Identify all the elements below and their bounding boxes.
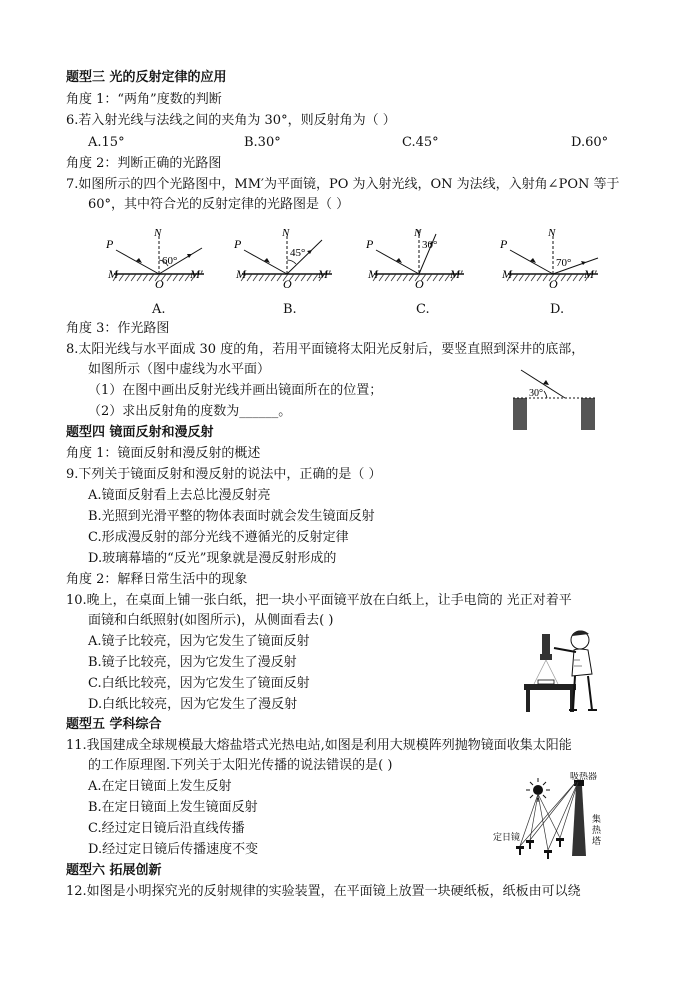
incidence-angle-label: 30° (529, 388, 543, 399)
question-8-sub-2: （2）求出反射角的度数为______。 (88, 404, 292, 419)
point-o-label: O (155, 277, 164, 291)
q7-figure-d (498, 226, 608, 296)
q9-option-d: D.玻璃幕墙的“反光”现象就是漫反射形成的 (88, 551, 337, 566)
absorber-label: 吸热器 (570, 772, 598, 781)
question-11-line-2: 的工作原理图.下列关于太阳光传播的说法错误的是( ) (88, 758, 393, 773)
angle-2-heading: 角度 2：判断正确的光路图 (66, 156, 222, 171)
q10-flashlight-figure (520, 626, 610, 714)
section-5-title: 题型五 学科综合 (66, 717, 162, 732)
q7-option-b: B. (283, 302, 297, 317)
q9-option-c: C.形成漫反射的部分光线不遵循光的反射定律 (88, 530, 349, 545)
q6-option-d: D.60° (571, 135, 609, 150)
section-4-title: 题型四 镜面反射和漫反射 (66, 425, 214, 440)
q7-option-c: C. (416, 302, 430, 317)
s4-angle-1-heading: 角度 1：镜面反射和漫反射的概述 (66, 446, 261, 461)
point-m-label: M (236, 267, 246, 281)
q11-option-b: B.在定日镜面上发生镜面反射 (88, 800, 258, 815)
tower-label-1: 集 (592, 814, 602, 824)
question-11-line-1: 11.我国建成全球规模最大熔盐塔式光热电站,如图是利用大规模阵列抛物镜面收集太阳能 (66, 738, 572, 753)
tower-label-3: 塔 (592, 836, 602, 846)
angle-1-heading: 角度 1：“两角”度数的判断 (66, 92, 222, 107)
q11-option-c: C.经过定日镜后沿直线传播 (88, 821, 245, 836)
question-10-line-1: 10.晚上，在桌面上铺一张白纸，把一块小平面镜平放在白纸上，让手电筒的 光正对着平 (66, 593, 572, 608)
q10-option-a: A.镜子比较亮，因为它发生了镜面反射 (88, 634, 310, 649)
q11-option-a: A.在定日镜面上发生反射 (88, 779, 232, 794)
point-m-label: M (368, 267, 378, 281)
point-m-prime-label: M′ (190, 267, 203, 281)
point-m-label: M (502, 267, 512, 281)
angle-label: 30° (422, 239, 438, 251)
q6-option-c: C.45° (402, 135, 439, 150)
q11-option-d: D.经过定日镜后传播速度不变 (88, 842, 259, 857)
s4-angle-2-heading: 角度 2：解释日常生活中的现象 (66, 572, 248, 587)
q7-option-a: A. (152, 302, 166, 317)
point-n-label: N (282, 227, 290, 239)
point-p-label: P (366, 237, 374, 251)
q7-option-d: D. (550, 302, 565, 317)
point-m-label: M (108, 267, 118, 281)
point-n-label: N (548, 227, 556, 239)
q6-option-b: B.30° (244, 135, 281, 150)
point-m-prime-label: M′ (584, 267, 597, 281)
question-7-line-1: 7.如图所示的四个光路图中，MM′为平面镜，PO 为入射光线，ON 为法线，入射角∠PON 等于 (66, 177, 620, 192)
angle-label: 45° (290, 247, 306, 259)
q9-option-b: B.光照到光滑平整的物体表面时就会发生镜面反射 (88, 509, 375, 524)
point-o-label: O (549, 277, 558, 291)
point-m-prime-label: M′ (318, 267, 331, 281)
question-7-line-2: 60°，其中符合光的反射定律的光路图是（ ） (88, 197, 350, 212)
question-8-sub-1: （1）在图中画出反射光线并画出镜面所在的位置； (88, 383, 383, 398)
angle-3-heading: 角度 3：作光路图 (66, 321, 170, 336)
point-o-label: O (415, 277, 424, 291)
point-p-label: P (106, 237, 114, 251)
point-p-label: P (234, 237, 242, 251)
q10-option-b: B.镜子比较亮，因为它发生了漫反射 (88, 655, 297, 670)
section-6-title: 题型六 拓展创新 (66, 863, 162, 878)
q7-figure-c (364, 226, 474, 296)
point-n-label: N (414, 227, 422, 239)
section-3-title: 题型三 光的反射定律的应用 (66, 70, 227, 85)
question-10-line-2: 面镜和白纸照射(如图所示)，从侧面看去( ) (88, 613, 334, 628)
q7-figure-b (232, 226, 342, 296)
q7-figure-a (104, 226, 214, 296)
point-m-prime-label: M′ (450, 267, 463, 281)
question-8-line-2: 如图所示（图中虚线为水平面） (88, 362, 271, 377)
point-o-label: O (283, 277, 292, 291)
angle-label: 60° (162, 255, 178, 267)
question-12: 12.如图是小明探究光的反射规律的实验装置，在平面镜上放置一块硬纸板，纸板由可以绕 (66, 884, 581, 899)
q9-option-a: A.镜面反射看上去总比漫反射亮 (88, 488, 271, 503)
q10-option-d: D.白纸比较亮，因为它发生了漫反射 (88, 697, 298, 712)
q10-option-c: C.白纸比较亮，因为它发生了镜面反射 (88, 676, 310, 691)
q8-well-figure (505, 362, 609, 432)
q11-solar-tower-figure (492, 772, 610, 864)
q6-option-a: A.15° (88, 135, 125, 150)
question-8-line-1: 8.太阳光线与水平面成 30 度的角，若用平面镜将太阳光反射后，要竖直照到深井的底部， (66, 342, 585, 357)
heliostat-label: 定日镜 (493, 832, 521, 842)
angle-label: 70° (556, 257, 572, 269)
point-n-label: N (154, 227, 162, 239)
point-p-label: P (500, 237, 508, 251)
question-9: 9.下列关于镜面反射和漫反射的说法中，正确的是（ ） (66, 467, 382, 482)
question-6: 6.若入射光线与法线之间的夹角为 30°，则反射角为（ ） (66, 113, 396, 128)
tower-label-2: 热 (592, 825, 602, 835)
